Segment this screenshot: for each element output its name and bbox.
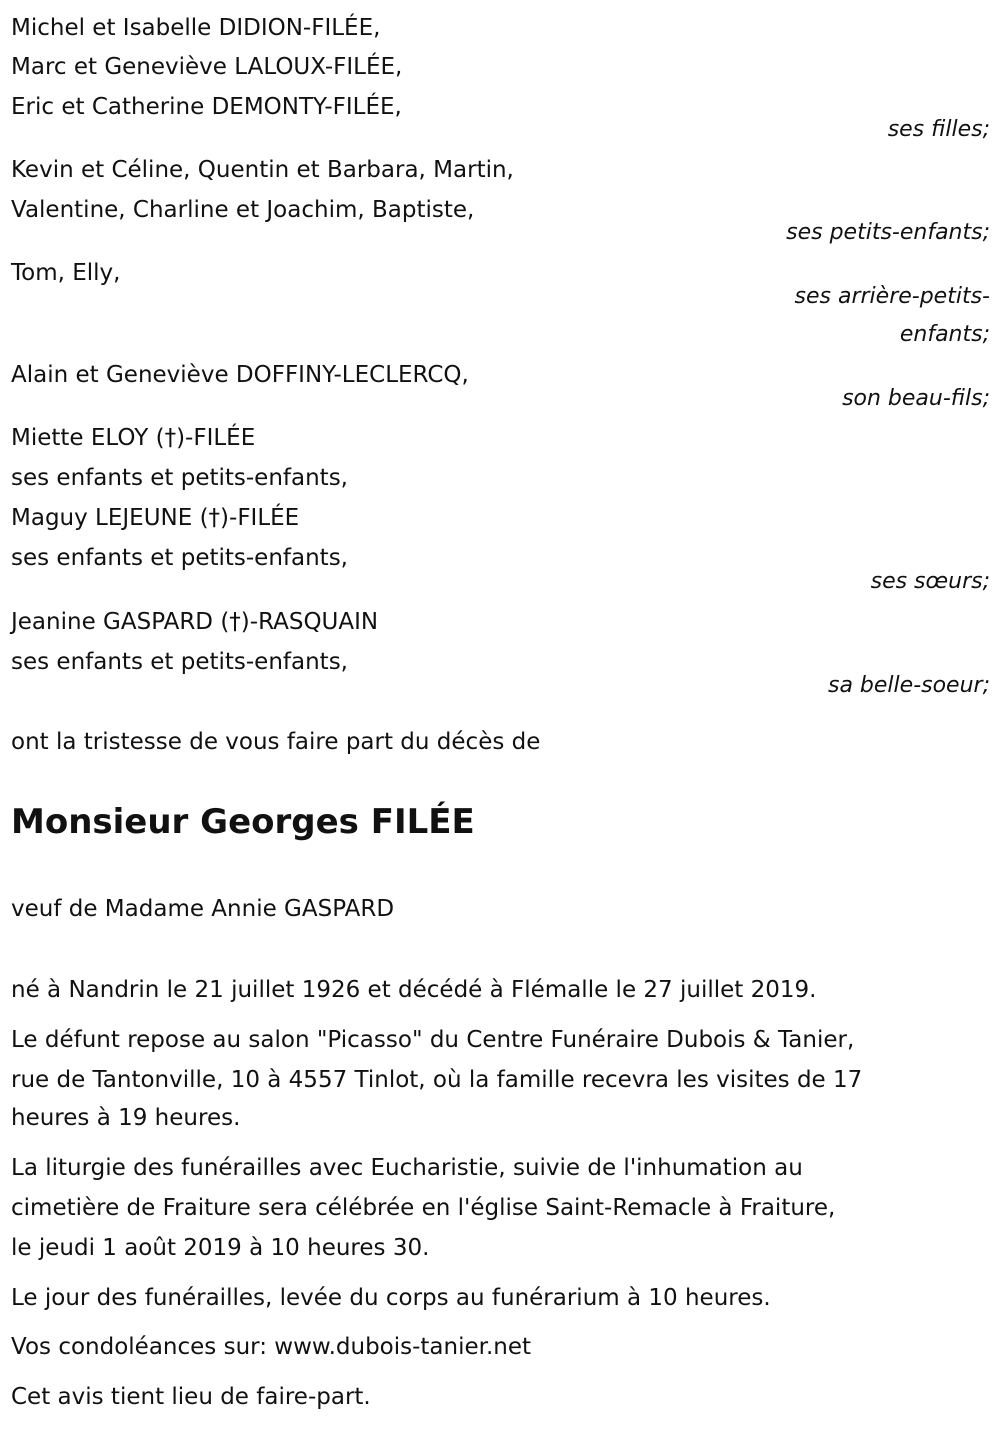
role-son-in-law: son beau-fils; bbox=[842, 386, 990, 411]
grandchildren-line: Kevin et Céline, Quentin et Barbara, Martin, bbox=[11, 157, 514, 183]
sister-line: Maguy LEJEUNE (†)-FILÉE bbox=[11, 505, 300, 531]
sister-line: ses enfants et petits-enfants, bbox=[11, 465, 348, 491]
role-great-grandchildren: ses arrière-petits- bbox=[794, 284, 990, 309]
role-great-grandchildren: enfants; bbox=[899, 322, 990, 347]
son-in-law-line: Alain et Geneviève DOFFINY-LECLERCQ, bbox=[11, 362, 469, 388]
birth-death: né à Nandrin le 21 juillet 1926 et décédé à Flémalle le 27 juillet 2019. bbox=[11, 977, 817, 1003]
daughter-line: Michel et Isabelle DIDION-FILÉE, bbox=[11, 15, 381, 41]
grandchildren-line: Valentine, Charline et Joachim, Baptiste, bbox=[11, 197, 475, 223]
levee: Le jour des funérailles, levée du corps au funérarium à 10 heures. bbox=[11, 1285, 771, 1311]
liturgy-line: La liturgie des funérailles avec Eucharistie, suivie de l'inhumation au bbox=[11, 1155, 803, 1181]
sister-line: ses enfants et petits-enfants, bbox=[11, 545, 348, 571]
rest-line: Le défunt repose au salon "Picasso" du Centre Funéraire Dubois & Tanier, bbox=[11, 1027, 855, 1053]
notice: Cet avis tient lieu de faire-part. bbox=[11, 1384, 371, 1410]
sister-line: Miette ELOY (†)-FILÉE bbox=[11, 425, 256, 451]
role-daughters: ses filles; bbox=[887, 117, 990, 142]
widower-of: veuf de Madame Annie GASPARD bbox=[11, 896, 395, 922]
daughter-line: Eric et Catherine DEMONTY-FILÉE, bbox=[11, 94, 402, 120]
announcement: ont la tristesse de vous faire part du décès de bbox=[11, 729, 541, 755]
liturgy-line: le jeudi 1 août 2019 à 10 heures 30. bbox=[11, 1235, 430, 1261]
role-grandchildren: ses petits-enfants; bbox=[786, 220, 990, 245]
condolences: Vos condoléances sur: www.dubois-tanier.net bbox=[11, 1334, 532, 1360]
great-grandchildren-line: Tom, Elly, bbox=[11, 260, 121, 286]
sister-in-law-line: ses enfants et petits-enfants, bbox=[11, 649, 348, 675]
role-sister-in-law: sa belle-soeur; bbox=[828, 673, 990, 698]
rest-line: heures à 19 heures. bbox=[11, 1105, 241, 1131]
role-sisters: ses sœurs; bbox=[870, 569, 990, 594]
liturgy-line: cimetière de Fraiture sera célébrée en l'église Saint-Remacle à Fraiture, bbox=[11, 1195, 836, 1221]
rest-line: rue de Tantonville, 10 à 4557 Tinlot, où la famille recevra les visites de 17 bbox=[11, 1067, 863, 1093]
deceased-name: Monsieur Georges FILÉE bbox=[11, 802, 475, 842]
sister-in-law-line: Jeanine GASPARD (†)-RASQUAIN bbox=[11, 609, 379, 635]
daughter-line: Marc et Geneviève LALOUX-FILÉE, bbox=[11, 54, 403, 80]
